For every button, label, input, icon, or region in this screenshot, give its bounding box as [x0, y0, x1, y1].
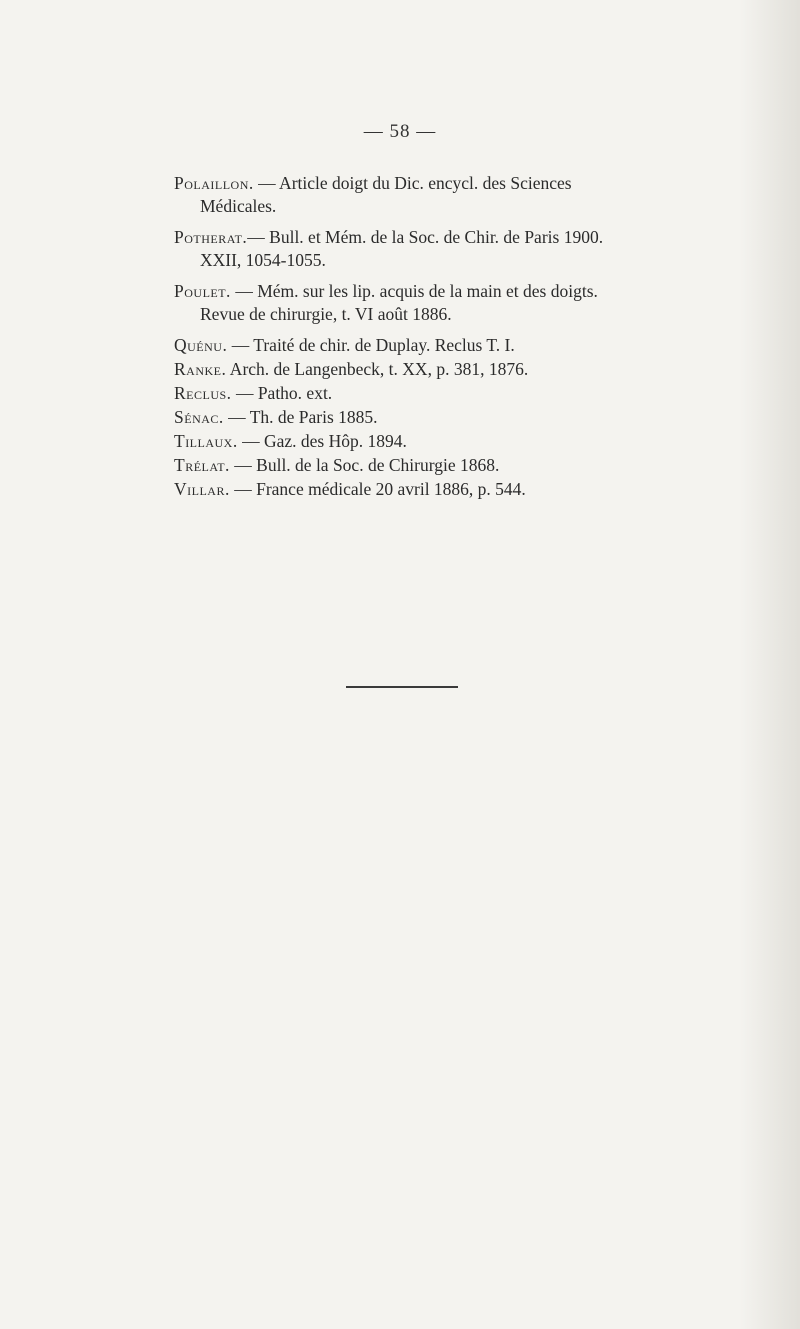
reference-author: Polaillon. [174, 173, 254, 193]
reference-author: Quénu. [174, 335, 228, 355]
reference-item-28 [0, 478, 800, 501]
reference-item-22 [0, 334, 800, 357]
reference-author: Reclus. [174, 383, 232, 403]
reference-text: — Bull. et Mém. de la Soc. de Chir. de Paris 1900. [247, 227, 604, 247]
reference-item-24 [0, 382, 800, 405]
reference-text: — France médicale 20 avril 1886, p. 544. [229, 479, 526, 499]
section-divider [346, 686, 458, 688]
reference-text: — Th. de Paris 1885. [223, 407, 378, 427]
reference-author: Potherat. [174, 227, 248, 247]
reference-continuation: XXII, 1054-1055. [200, 250, 326, 270]
reference-author: Sénac. [174, 407, 224, 427]
reference-item-26 [0, 430, 800, 453]
reference-item-19 [0, 172, 800, 218]
reference-author: Trélat. [174, 455, 230, 475]
reference-item-20 [0, 226, 800, 272]
reference-text: Arch. de Langenbeck, t. XX, p. 381, 1876. [226, 359, 529, 379]
reference-author: Poulet. [174, 281, 231, 301]
reference-item-27 [0, 454, 800, 477]
reference-author: Villar. [174, 479, 230, 499]
reference-item-25 [0, 406, 800, 429]
reference-text: — Traité de chir. de Duplay. Reclus T. I. [227, 335, 515, 355]
reference-author: Ranke. [174, 359, 227, 379]
reference-text: — Gaz. des Hôp. 1894. [237, 431, 407, 451]
reference-text: — Article doigt du Dic. encycl. des Sciences [253, 173, 572, 193]
reference-text: — Patho. ext. [231, 383, 333, 403]
reference-text: — Mém. sur les lip. acquis de la main et des doigts. [230, 281, 598, 301]
reference-item-21 [0, 280, 800, 326]
reference-text: — Bull. de la Soc. de Chirurgie 1868. [229, 455, 500, 475]
reference-continuation: Médicales. [200, 196, 277, 216]
reference-item-23 [0, 358, 800, 381]
reference-author: Tillaux. [174, 431, 238, 451]
reference-continuation: Revue de chirurgie, t. VI août 1886. [200, 304, 452, 324]
page-number: — 58 — [363, 121, 437, 142]
reference-list [0, 172, 800, 501]
